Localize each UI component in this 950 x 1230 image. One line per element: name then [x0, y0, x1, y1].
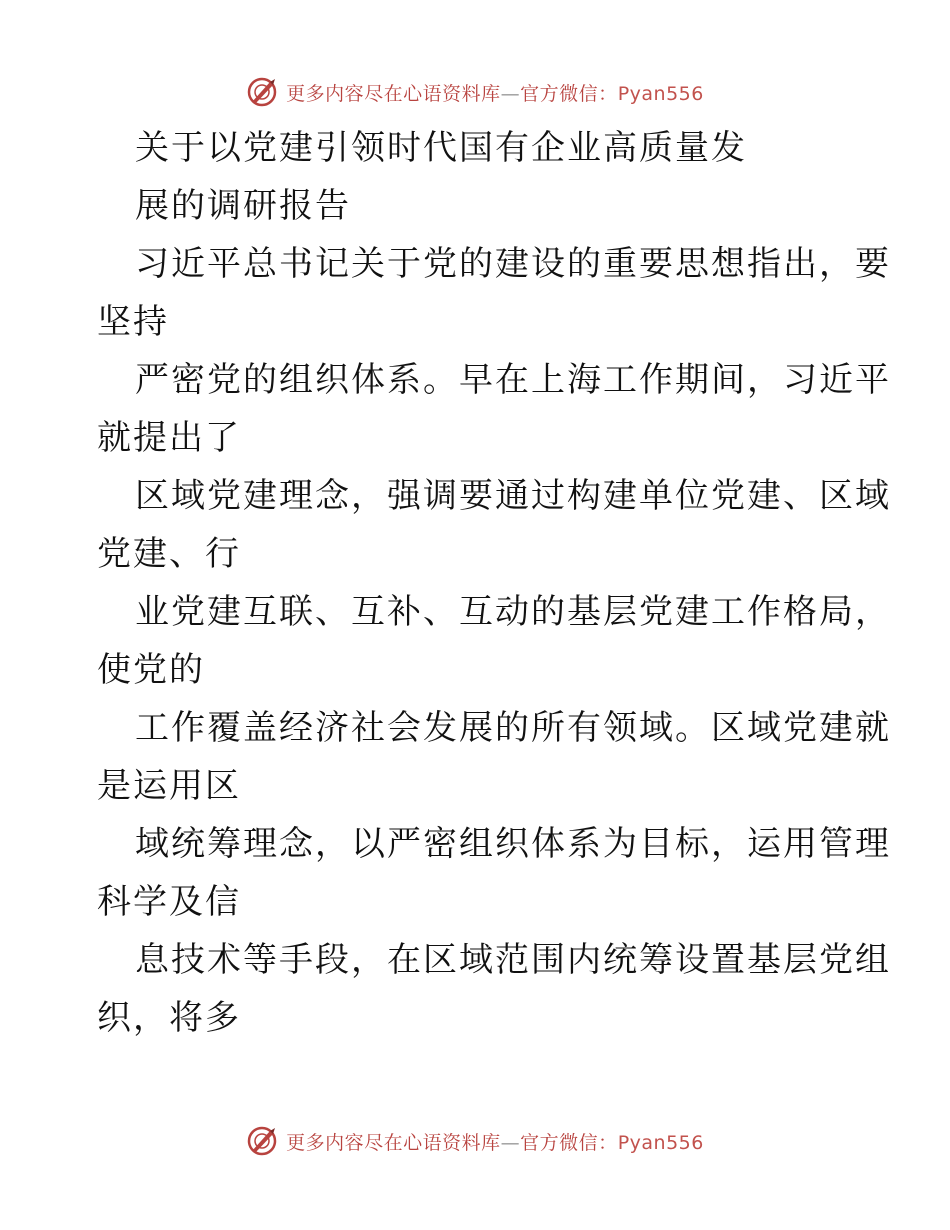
doc-line: 坚持	[97, 302, 169, 342]
doc-line: 使党的	[97, 650, 205, 690]
doc-line: 就提出了	[97, 418, 241, 458]
doc-line: 息技术等手段，在区域范围内统筹设置基层党组	[135, 940, 891, 980]
doc-line: 域统筹理念，以严密组织体系为目标，运用管理	[135, 824, 891, 864]
doc-line: 区域党建理念，强调要通过构建单位党建、区域	[135, 476, 891, 516]
doc-line: 科学及信	[97, 882, 241, 922]
quill-logo-icon	[246, 1125, 278, 1157]
doc-line: 习近平总书记关于党的建设的重要思想指出，要	[135, 244, 891, 284]
doc-line: 是运用区	[97, 766, 241, 806]
doc-line: 党建、行	[97, 534, 241, 574]
watermark-text: 更多内容尽在心语资料库—官方微信：Pyan556	[286, 82, 704, 105]
footer-watermark	[0, 1121, 950, 1161]
doc-line: 关于以党建引领时代国有企业高质量发	[135, 128, 747, 168]
doc-line: 工作覆盖经济社会发展的所有领域。区域党建就	[135, 708, 891, 748]
doc-line: 织，将多	[97, 998, 241, 1038]
doc-line: 严密党的组织体系。早在上海工作期间，习近平	[135, 360, 891, 400]
watermark-text: 更多内容尽在心语资料库—官方微信：Pyan556	[286, 1131, 704, 1154]
doc-line: 业党建互联、互补、互动的基层党建工作格局，	[135, 592, 891, 632]
doc-line: 展的调研报告	[135, 186, 351, 226]
